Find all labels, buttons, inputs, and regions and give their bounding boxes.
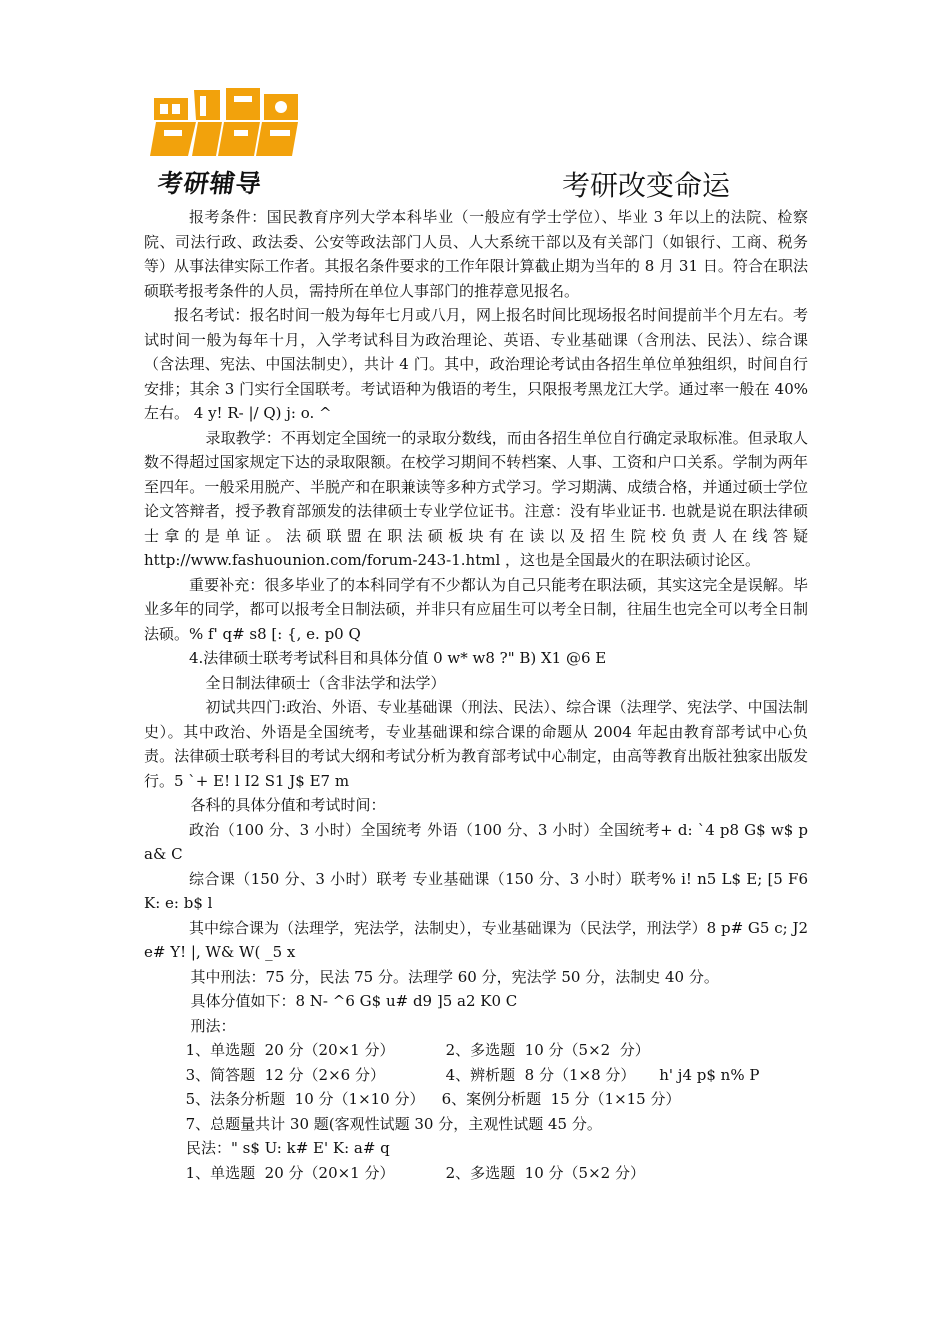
civil-law-items (144, 1161, 808, 1186)
document-body (144, 205, 808, 1185)
subheading-fulltime: 全日制法律硕士（含非法学和法学） (205, 673, 446, 692)
list-item: 1、单选题 20 分（20×1 分） 2、多选题 10 分（5×2 分） (185, 1041, 650, 1059)
scores-heading: 各科的具体分值和考试时间： (190, 796, 386, 814)
logo (150, 78, 300, 196)
scores-line-2: 综合课（150 分、3 小时）联考 专业基础课（150 分、3 小时）联考% i! n5 L$ E; [5 F6 K: e: b$ l (144, 869, 808, 912)
logo-subtitle: 考研辅导 (155, 169, 264, 198)
list-item: 3、简答题 12 分（2×6 分） 4、辨析题 8 分（1×8 分） h' j4 p$ n% P (185, 1065, 760, 1084)
civil-law-heading: 民法：" s$ U: k# E' K: a# q (186, 1139, 390, 1157)
score-split: 其中刑法：75 分，民法 75 分。法理学 60 分，宪法学 50 分，法制史 40 分。 (190, 967, 719, 986)
scores-line-1: 政治（100 分、3 小时）全国统考 外语（100 分、3 小时）全国统考+ d: `4 p8 G$ w$ p a& C (144, 820, 808, 863)
section-heading-subjects: 4.法律硕士联考考试科目和具体分值 0 w* w8 ?" B) X1 @6 E (189, 649, 607, 667)
list-item: 7、总题量共计 30 题(客观性试题 30 分，主观性试题 45 分。 (185, 1114, 602, 1133)
criminal-law-items (144, 1038, 808, 1136)
kaicheng-logo-icon (150, 78, 300, 160)
detail-heading: 具体分值如下：8 N- ^6 G$ u# d9 ]5 a2 K0 C (190, 992, 518, 1010)
course-composition: 其中综合课为（法理学，宪法学，法制史），专业基础课为（民法学，刑法学）8 p# G5 c; J2 e# Y! |, W& W( _5 x (144, 918, 808, 961)
slogan: 考研改变命运 (562, 169, 731, 202)
paragraph-important-supplement: 重要补充：很多毕业了的本科同学有不少都认为自己只能考在职法硕，其实这完全是误解。毕业多年的同学，都可以报考全日制法硕，并非只有应届生可以考全日制，往届生也完全可以考全日制法硕。% f' q# s8 [: {, e. p0 Q (144, 575, 808, 643)
paragraph-admission-teaching: 录取教学：不再划定全国统一的录取分数线，而由各招生单位自行确定录取标准。但录取人数不得超过国家规定下达的录取限额。在校学习期间不转档案、人事、工资和户口关系。学制为两年至四年。一般采用脱产、半脱产和在职兼读等多种方式学习。学习期满、成绩合格，并通过硕士学位论文答辩者，授予教育部颁发的法律硕士专业学位证书。注意：没有毕业证书. 也就是说在职法律硕士拿的是单证。法硕联盟在职法硕板块有在读以及招生院校负责人在线答疑 http://www.fashuounion.com/forum-243-1.html ，这也是全国最火的在职法硕讨论区。 (144, 428, 808, 569)
paragraph-registration-conditions: 报考条件：国民教育序列大学本科毕业（一般应有学士学位）、毕业 3 年以上的法院、检察院、司法行政、政法委、公安等政法部门人员、人大系统干部以及有关部门（如银行、工商、税务等）从事法律实际工作者。其报名条件要求的工作年限计算截止期为当年的 8 月 31 日。符合在职法硕联考报考条件的人员，需持所在单位人事部门的推荐意见报名。 (144, 208, 808, 300)
paragraph-initial-exam: 初试共四门:政治、外语、专业基础课（刑法、民法）、综合课（法理学、宪法学、中国法制史）。其中政治、外语是全国统考，专业基础课和综合课的命题从 2004 年起由教育部考试中心负责。法律硕士联考科目的考试大纲和考试分析为教育部考试中心制定，由高等教育出版社独家出版发行。5 `+ E! l I2 S1 J$ E7 m (144, 698, 808, 790)
criminal-law-heading: 刑法： (190, 1016, 236, 1035)
paragraph-registration-exam: 报名考试：报名时间一般为每年七月或八月，网上报名时间比现场报名时间提前半个月左右。考试时间一般为每年十月，入学考试科目为政治理论、英语、专业基础课（含刑法、民法）、综合课（含法理、宪法、中国法制史），共计 4 门。其中，政治理论考试由各招生单位单独组织，时间自行安排；其余 3 门实行全国联考。考试语种为俄语的考生，只限报考黑龙江大学。通过率一般在 40%左右。 4 y! R- |/ Q) j: o. ^ (144, 306, 808, 422)
list-item: 5、法条分析题 10 分（1×10 分） 6、案例分析题 15 分（1×15 分） (185, 1090, 681, 1108)
list-item: 1、单选题 20 分（20×1 分） 2、多选题 10 分（5×2 分） (185, 1163, 645, 1182)
